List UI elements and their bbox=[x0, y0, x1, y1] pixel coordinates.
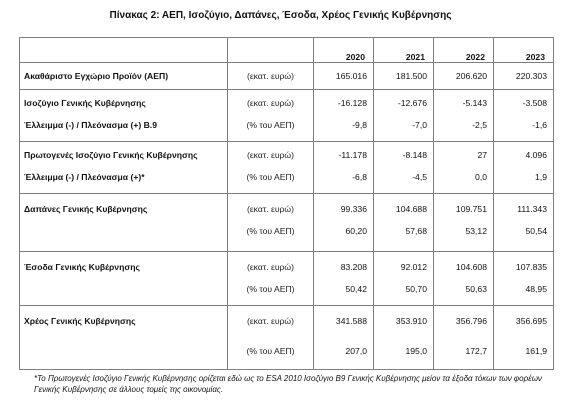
row-label bbox=[20, 89, 228, 141]
row-label bbox=[20, 141, 228, 193]
row-label-line-1: Ακαθάριστο Εγχώριο Προϊόν (ΑΕΠ) bbox=[24, 70, 169, 81]
value-cell-line-1: 4.096 bbox=[525, 149, 547, 160]
table-row bbox=[20, 89, 554, 141]
table-row bbox=[20, 251, 554, 305]
value-cell-line-2: 50,70 bbox=[405, 283, 427, 294]
value-cell bbox=[374, 89, 434, 141]
row-unit-line-1: (εκατ. ευρώ) bbox=[246, 97, 294, 108]
value-cell bbox=[494, 305, 554, 369]
row-label-line-1: Ισοζύγιο Γενικής Κυβέρνησης bbox=[24, 97, 146, 108]
row-label bbox=[20, 251, 228, 305]
row-label-line-1: Πρωτογενές Ισοζύγιο Γενικής Κυβέρνησης bbox=[24, 149, 198, 160]
row-unit bbox=[228, 89, 314, 141]
value-cell-line-1: 111.343 bbox=[517, 203, 547, 214]
header-row bbox=[20, 38, 554, 63]
row-label-line-2 bbox=[24, 224, 227, 238]
value-cell bbox=[494, 62, 554, 89]
value-cell bbox=[374, 62, 434, 89]
value-cell bbox=[314, 251, 374, 305]
value-cell-line-2: 0,0 bbox=[475, 171, 487, 182]
row-unit bbox=[228, 305, 314, 369]
row-unit bbox=[228, 193, 314, 251]
table-row bbox=[20, 193, 554, 251]
value-cell-line-1: -12.676 bbox=[397, 97, 427, 108]
value-cell bbox=[374, 141, 434, 193]
value-cell bbox=[434, 62, 494, 89]
table-title: Πίνακας 2: ΑΕΠ, Ισοζύγιο, Δαπάνες, Έσοδα, Χρέος Γενικής Κυβέρνησης bbox=[109, 10, 452, 21]
value-cell-line-1: 99.336 bbox=[340, 203, 367, 214]
value-cell-line-1: 27 bbox=[477, 149, 487, 160]
value-cell bbox=[434, 251, 494, 305]
value-cell-line-2: 1,9 bbox=[535, 171, 547, 182]
value-cell bbox=[374, 251, 434, 305]
value-cell-line-2: 60,20 bbox=[345, 225, 367, 236]
row-unit-line-1: (εκατ. ευρώ) bbox=[246, 203, 294, 214]
value-cell-line-1: 356.796 bbox=[455, 315, 487, 326]
value-cell-line-2: -4,5 bbox=[412, 171, 427, 182]
row-label bbox=[20, 305, 228, 369]
header-unit-blank bbox=[228, 38, 314, 63]
row-unit-line-1: (εκατ. ευρώ) bbox=[246, 315, 294, 326]
value-cell-line-2: -7,0 bbox=[412, 119, 427, 130]
row-unit bbox=[228, 141, 314, 193]
value-cell-line-1: -5.143 bbox=[462, 97, 487, 108]
value-cell bbox=[314, 141, 374, 193]
value-cell-line-1: -8.148 bbox=[402, 149, 427, 160]
value-cell-line-1: -11.178 bbox=[338, 149, 367, 160]
fiscal-table bbox=[19, 37, 554, 370]
value-cell-line-1: 181.500 bbox=[395, 70, 427, 81]
row-unit bbox=[228, 251, 314, 305]
value-cell bbox=[434, 89, 494, 141]
value-cell bbox=[434, 305, 494, 369]
value-cell-line-2: 53,12 bbox=[465, 225, 487, 236]
value-cell-line-2: 172,7 bbox=[465, 345, 487, 356]
row-unit bbox=[228, 62, 314, 89]
value-cell-line-1: 109.751 bbox=[455, 203, 487, 214]
year-header: 2023 bbox=[494, 38, 554, 63]
value-cell-line-1: 356.695 bbox=[515, 315, 547, 326]
value-cell-line-2: 50,54 bbox=[525, 225, 547, 236]
row-unit-line-1: (εκατ. ευρώ) bbox=[246, 70, 294, 81]
row-unit-line-2: (% του ΑΕΠ) bbox=[246, 283, 295, 294]
value-cell bbox=[314, 193, 374, 251]
value-cell bbox=[314, 305, 374, 369]
row-unit-line-2: (% του ΑΕΠ) bbox=[246, 119, 295, 130]
row-label-line-1: Χρέος Γενικής Κυβέρνησης bbox=[24, 315, 136, 326]
value-cell bbox=[314, 62, 374, 89]
value-cell-line-1: 341.588 bbox=[335, 315, 367, 326]
value-cell bbox=[374, 305, 434, 369]
value-cell bbox=[434, 141, 494, 193]
row-label-line-1: Δαπάνες Γενικής Κυβέρνησης bbox=[24, 203, 148, 214]
value-cell-line-1: 353.910 bbox=[395, 315, 427, 326]
row-unit-line-2: (% του ΑΕΠ) bbox=[246, 225, 295, 236]
value-cell-line-2: 57,68 bbox=[405, 225, 427, 236]
value-cell-line-2: -1,6 bbox=[532, 119, 547, 130]
value-cell bbox=[314, 89, 374, 141]
value-cell bbox=[494, 193, 554, 251]
value-cell-line-2: -6,8 bbox=[352, 171, 367, 182]
table-row bbox=[20, 141, 554, 193]
row-unit-line-2: (% του ΑΕΠ) bbox=[246, 171, 295, 182]
value-cell-line-1: 92.012 bbox=[400, 261, 427, 272]
row-label-line-2: Έλλειμμα (-) / Πλεόνασμα (+) Β.9 bbox=[24, 119, 157, 130]
value-cell-line-2: -9,8 bbox=[352, 119, 367, 130]
value-cell bbox=[494, 141, 554, 193]
value-cell bbox=[434, 193, 494, 251]
value-cell-line-1: 104.608 bbox=[455, 261, 487, 272]
footnote: *Το Πρωτογενές Ισοζύγιο Γενικής Κυβέρνησης ορίζεται εδώ ως το ESA 2010 Ισοζύγιο Β9 Γενικής Κυβέρνησης μείον τα έξοδα τόκων των φορέων Γενικής Κυβέρνησης σε άλλους τομείς της οικονομίας. bbox=[34, 374, 542, 394]
value-cell-line-2: 195,0 bbox=[405, 345, 427, 356]
row-label-line-2 bbox=[24, 282, 227, 296]
value-cell bbox=[494, 89, 554, 141]
value-cell-line-1: 83.208 bbox=[340, 261, 367, 272]
table-row bbox=[20, 62, 554, 89]
row-unit-line-2: (% του ΑΕΠ) bbox=[246, 345, 295, 356]
row-label bbox=[20, 62, 228, 89]
value-cell-line-1: 104.688 bbox=[395, 203, 427, 214]
value-cell-line-2: 161,9 bbox=[525, 345, 547, 356]
value-cell-line-1: 165.016 bbox=[335, 70, 367, 81]
value-cell-line-1: 107.835 bbox=[515, 261, 547, 272]
value-cell-line-2: 50,63 bbox=[465, 283, 487, 294]
table-row bbox=[20, 305, 554, 369]
row-unit-line-1: (εκατ. ευρώ) bbox=[246, 261, 294, 272]
value-cell bbox=[374, 193, 434, 251]
value-cell-line-2: 50,42 bbox=[345, 283, 367, 294]
year-header: 2021 bbox=[374, 38, 434, 63]
row-label-line-1: Έσοδα Γενικής Κυβέρνησης bbox=[24, 261, 140, 272]
value-cell-line-2: -2,5 bbox=[472, 119, 487, 130]
value-cell-line-2: 48,95 bbox=[525, 283, 547, 294]
value-cell-line-1: 206.620 bbox=[455, 70, 487, 81]
header-blank bbox=[20, 38, 228, 63]
year-header: 2022 bbox=[434, 38, 494, 63]
row-label bbox=[20, 193, 228, 251]
value-cell-line-1: -3.508 bbox=[522, 97, 547, 108]
row-unit-line-1: (εκατ. ευρώ) bbox=[246, 149, 294, 160]
year-header: 2020 bbox=[314, 38, 374, 63]
value-cell bbox=[494, 251, 554, 305]
value-cell-line-1: 220.303 bbox=[515, 70, 547, 81]
value-cell-line-2: 207,0 bbox=[345, 345, 367, 356]
row-label-line-2: Έλλειμμα (-) / Πλεόνασμα (+)* bbox=[24, 171, 145, 182]
row-label-line-2 bbox=[24, 344, 227, 358]
value-cell-line-1: -16.128 bbox=[337, 97, 367, 108]
